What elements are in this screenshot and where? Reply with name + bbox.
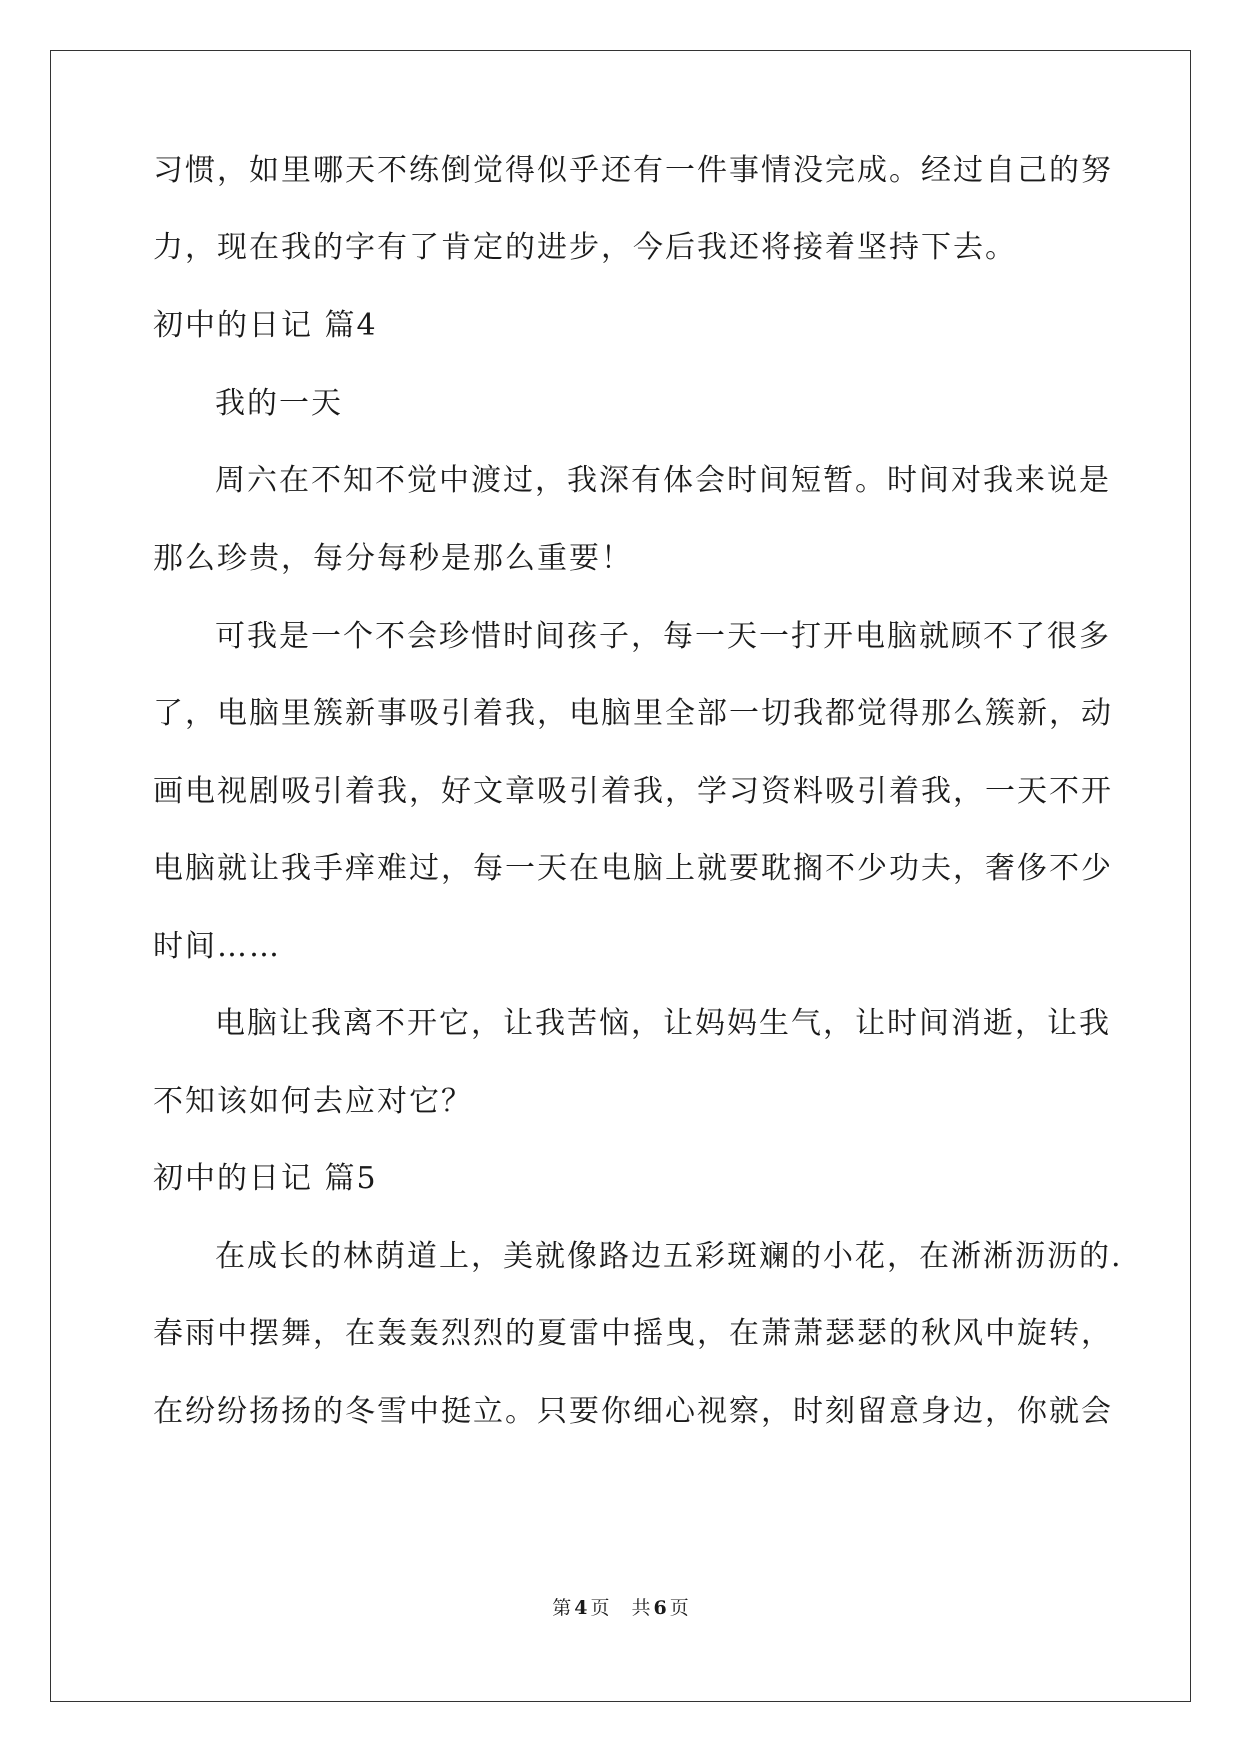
current-page-number: 4 — [574, 1597, 588, 1619]
total-page-number: 6 — [653, 1597, 667, 1619]
body-text-line: 可我是一个不会珍惜时间孩子，每一天一打开电脑就顾不了很多 — [215, 619, 1111, 654]
body-text-line: 了，电脑里簇新事吸引着我，电脑里全部一切我都觉得那么簇新，动 — [153, 696, 1113, 731]
page-prefix: 第 — [552, 1597, 572, 1619]
section-heading: 初中的日记 篇5 — [153, 1161, 378, 1196]
total-suffix: 页 — [669, 1597, 689, 1619]
page-suffix: 页 — [590, 1597, 610, 1619]
body-text-line: 电脑让我离不开它，让我苦恼，让妈妈生气，让时间消逝，让我 — [215, 1006, 1111, 1041]
page-footer — [0, 1596, 1241, 1620]
body-text-line: 春雨中摆舞，在轰轰烈烈的夏雷中摇曳，在萧萧瑟瑟的秋风中旋转， — [153, 1316, 1113, 1351]
body-text-line: 力，现在我的字有了肯定的进步，今后我还将接着坚持下去。 — [153, 230, 1017, 265]
body-text-line: 时间…… — [153, 929, 281, 964]
body-text-line: 画电视剧吸引着我，好文章吸引着我，学习资料吸引着我，一天不开 — [153, 774, 1113, 809]
diary-title: 我的一天 — [215, 386, 343, 421]
body-text-line: 那么珍贵，每分每秒是那么重要！ — [153, 541, 633, 576]
body-text-line: 不知该如何去应对它？ — [153, 1084, 473, 1119]
body-text-line: 周六在不知不觉中渡过，我深有体会时间短暂。时间对我来说是 — [215, 463, 1111, 498]
body-text-line: 在成长的林荫道上，美就像路边五彩斑斓的小花，在淅淅沥沥的. — [215, 1239, 1123, 1274]
section-heading: 初中的日记 篇4 — [153, 308, 378, 343]
body-text-line: 在纷纷扬扬的冬雪中挺立。只要你细心视察，时刻留意身边，你就会 — [153, 1394, 1113, 1429]
body-text-line: 电脑就让我手痒难过，每一天在电脑上就要耽搁不少功夫，奢侈不少 — [153, 851, 1113, 886]
body-text-line: 习惯，如里哪天不练倒觉得似乎还有一件事情没完成。经过自己的努 — [153, 153, 1113, 188]
total-prefix: 共 — [631, 1597, 651, 1619]
